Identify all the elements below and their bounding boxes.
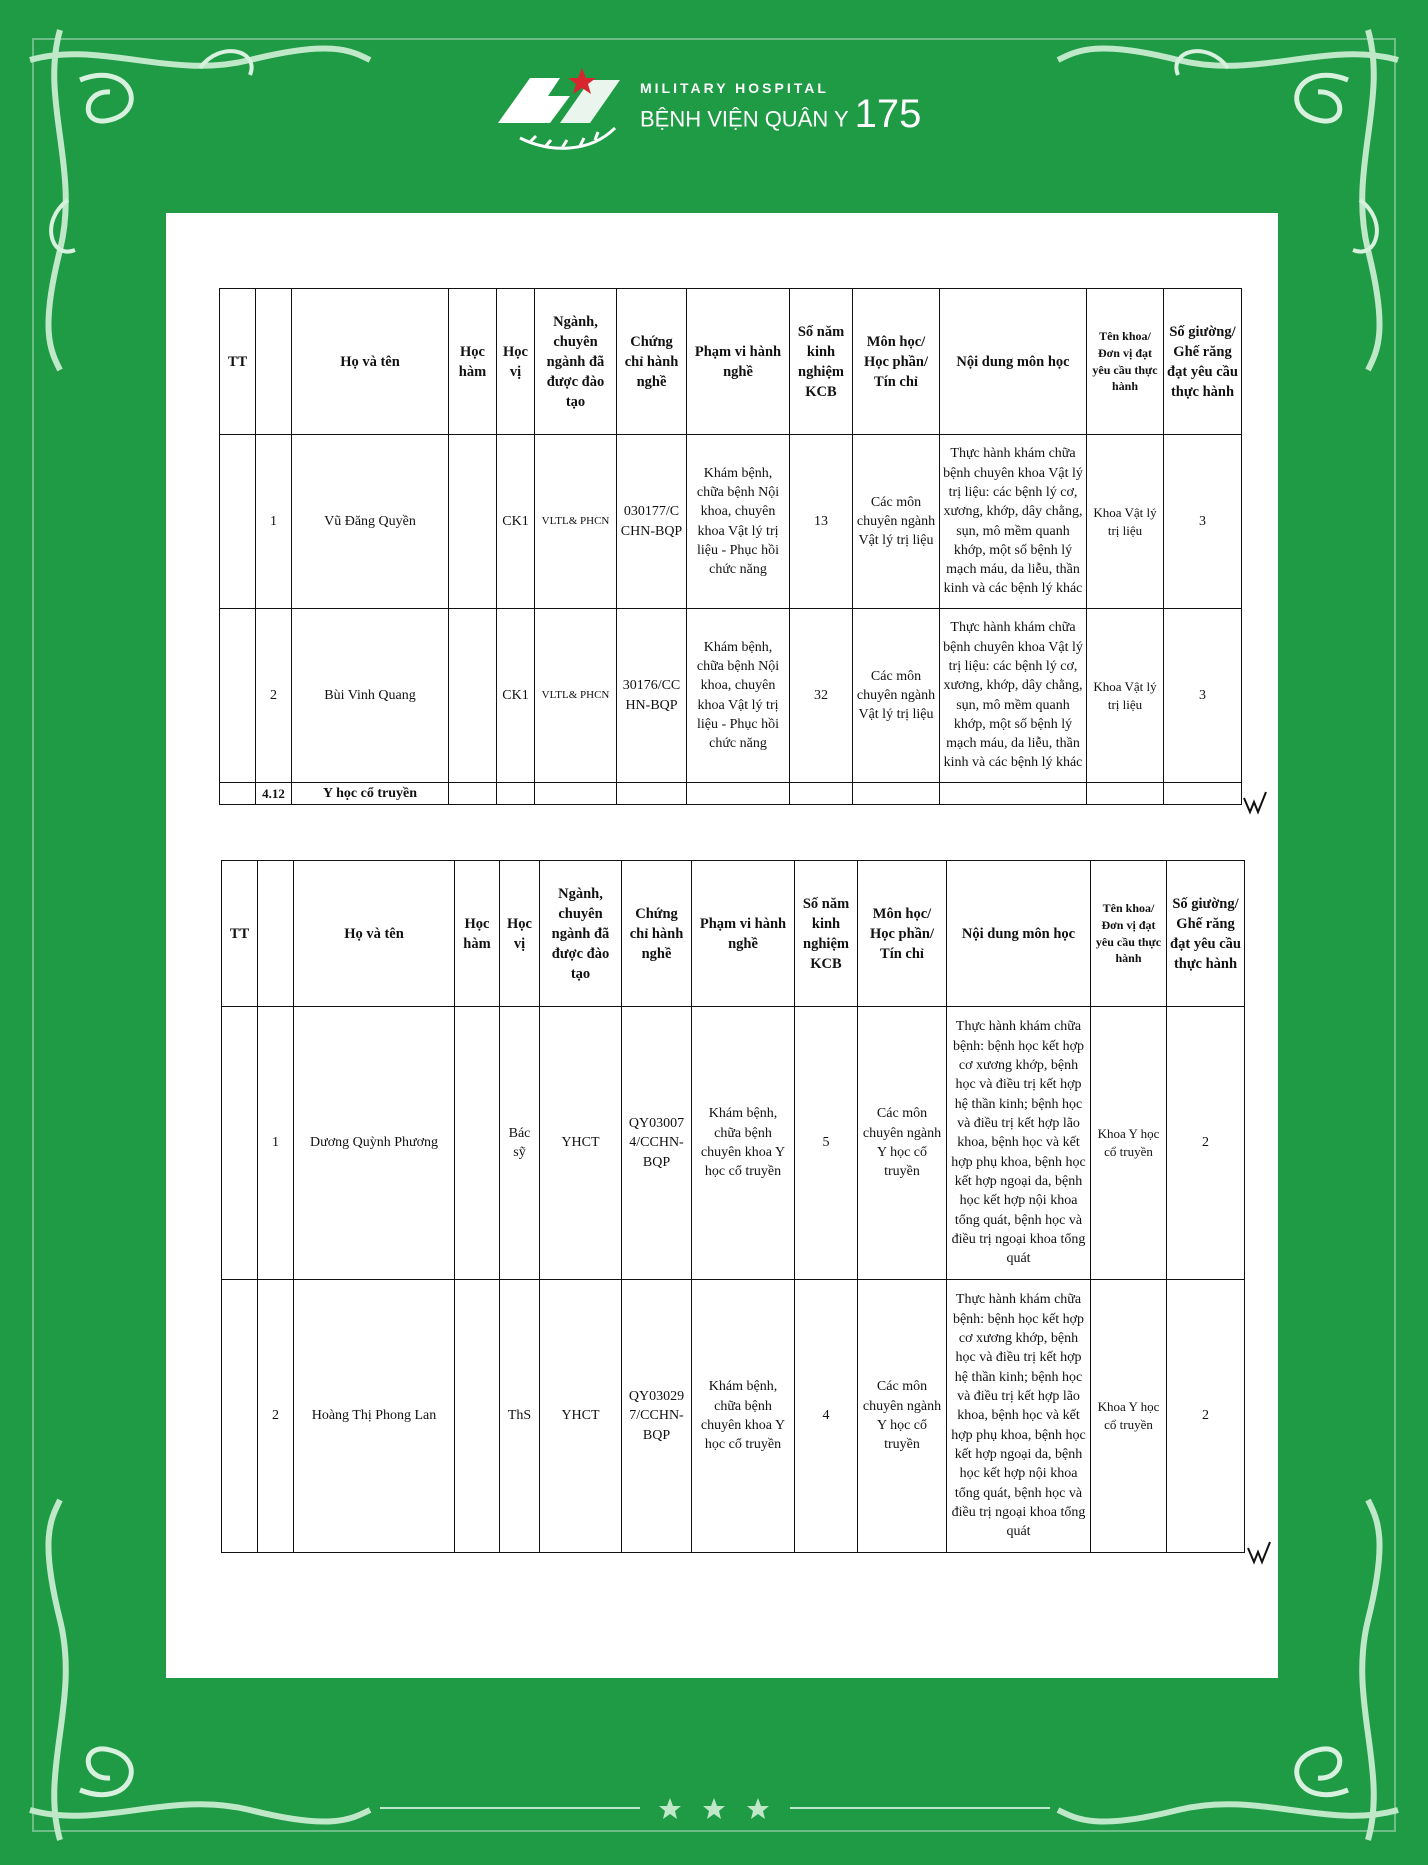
cell-hoc-vi: ThS	[500, 1280, 540, 1553]
cell-blank	[497, 783, 535, 805]
cell-hoc-ham	[455, 1007, 500, 1280]
header-pham-vi: Phạm vi hành nghề	[687, 289, 790, 435]
header-ten-khoa: Tên khoa/ Đơn vị đạt yêu cầu thực hành	[1091, 861, 1167, 1007]
cell-hoc-ham	[455, 1280, 500, 1553]
cell-blank	[687, 783, 790, 805]
cell-ten-khoa: Khoa Vật lý trị liệu	[1087, 609, 1164, 783]
cell-name: Bùi Vinh Quang	[292, 609, 449, 783]
table-header-row	[220, 289, 1242, 435]
cell-tt: 1	[258, 1007, 294, 1280]
cell-pham-vi: Khám bệnh, chữa bệnh Nội khoa, chuyên khoa Vật lý trị liệu - Phục hồi chức năng	[687, 435, 790, 609]
header-nganh: Ngành, chuyên ngành đã được đào tạo	[540, 861, 622, 1007]
header-ten-khoa: Tên khoa/ Đơn vị đạt yêu cầu thực hành	[1087, 289, 1164, 435]
header-pham-vi: Phạm vi hành nghề	[692, 861, 795, 1007]
hospital-header	[490, 68, 970, 158]
header-blank	[258, 861, 294, 1007]
header-tt: TT	[220, 289, 256, 435]
cell-noi-dung: Thực hành khám chữa bệnh: bệnh học kết hợp cơ xương khớp, bệnh học và điều trị kết hợp hệ thần kinh; bệnh học và điều trị kết hợp lão khoa, bệnh học và kết hợp phụ khoa, bệnh học kết hợp ngoại da, bệnh học kết hợp nội khoa tổng quát, bệnh học và điều trị ngoại khoa tổng quát	[947, 1280, 1091, 1553]
header-mon-hoc: Môn học/ Học phần/ Tín chỉ	[853, 289, 940, 435]
cell-noi-dung: Thực hành khám chữa bệnh chuyên khoa Vật lý trị liệu: các bệnh lý cơ, xương, khớp, dây chằng, sụn, mô mềm quanh khớp, một số bệnh lý mạch máu, da liễu, thần kinh và các bệnh lý khác	[940, 609, 1087, 783]
cell-pham-vi: Khám bệnh, chữa bệnh Nội khoa, chuyên khoa Vật lý trị liệu - Phục hồi chức năng	[687, 609, 790, 783]
cell-so-nam: 5	[795, 1007, 858, 1280]
header-noi-dung: Nội dung môn học	[947, 861, 1091, 1007]
hospital-logo-icon	[490, 68, 630, 158]
cell-chung-chi: 030177/CCHN-BQP	[617, 435, 687, 609]
cell-blank	[853, 783, 940, 805]
initials-mark-icon	[1240, 788, 1270, 816]
header-hoc-ham: Học hàm	[449, 289, 497, 435]
header-chung-chi: Chứng chỉ hành nghề	[622, 861, 692, 1007]
cell-ten-khoa: Khoa Y học cổ truyền	[1091, 1280, 1167, 1553]
cell-ten-khoa: Khoa Vật lý trị liệu	[1087, 435, 1164, 609]
section-number: 4.12	[256, 783, 292, 805]
cell-name: Dương Quỳnh Phương	[294, 1007, 455, 1280]
brand-name: BỆNH VIỆN QUÂN Y	[640, 106, 849, 132]
cell-nganh: VLTL& PHCN	[535, 435, 617, 609]
cell-so-nam: 4	[795, 1280, 858, 1553]
cell-hoc-ham	[449, 609, 497, 783]
cell-blank	[222, 1280, 258, 1553]
cell-blank	[220, 609, 256, 783]
cell-so-giuong: 2	[1167, 1280, 1245, 1553]
header-name: Họ và tên	[294, 861, 455, 1007]
staff-table-2	[221, 860, 1245, 1553]
bottom-divider-icon	[0, 1780, 1428, 1865]
cell-blank	[790, 783, 853, 805]
initials-mark-icon	[1244, 1538, 1274, 1566]
table-row	[220, 609, 1242, 783]
header-so-nam: Số năm kinh nghiệm KCB	[795, 861, 858, 1007]
cell-blank	[940, 783, 1087, 805]
header-noi-dung: Nội dung môn học	[940, 289, 1087, 435]
table-row	[220, 435, 1242, 609]
cell-tt: 2	[256, 609, 292, 783]
cell-nganh: VLTL& PHCN	[535, 609, 617, 783]
cell-blank	[449, 783, 497, 805]
cell-ten-khoa: Khoa Y học cổ truyền	[1091, 1007, 1167, 1280]
header-chung-chi: Chứng chỉ hành nghề	[617, 289, 687, 435]
cell-so-giuong: 2	[1167, 1007, 1245, 1280]
cell-chung-chi: QY030074/CCHN-BQP	[622, 1007, 692, 1280]
header-nganh: Ngành, chuyên ngành đã được đào tạo	[535, 289, 617, 435]
cell-chung-chi: QY030297/CCHN-BQP	[622, 1280, 692, 1553]
staff-table-1	[219, 288, 1242, 805]
cell-name: Vũ Đăng Quyền	[292, 435, 449, 609]
header-so-nam: Số năm kinh nghiệm KCB	[790, 289, 853, 435]
cell-hoc-ham	[449, 435, 497, 609]
header-tt: TT	[222, 861, 258, 1007]
cell-blank	[535, 783, 617, 805]
cell-so-giuong: 3	[1164, 435, 1242, 609]
cell-mon-hoc: Các môn chuyên ngành Vật lý trị liệu	[853, 609, 940, 783]
brand-subtitle: MILITARY HOSPITAL	[640, 80, 829, 96]
cell-blank	[222, 1007, 258, 1280]
cell-mon-hoc: Các môn chuyên ngành Y học cổ truyền	[858, 1280, 947, 1553]
cell-blank	[220, 783, 256, 805]
cell-pham-vi: Khám bệnh, chữa bệnh chuyên khoa Y học cổ truyền	[692, 1007, 795, 1280]
header-name: Họ và tên	[292, 289, 449, 435]
table-row	[222, 1007, 1245, 1280]
header-hoc-ham: Học hàm	[455, 861, 500, 1007]
cell-blank	[220, 435, 256, 609]
cell-blank	[1164, 783, 1242, 805]
brand-title	[640, 92, 922, 143]
cell-mon-hoc: Các môn chuyên ngành Y học cổ truyền	[858, 1007, 947, 1280]
document-sheet	[166, 213, 1278, 1678]
cell-pham-vi: Khám bệnh, chữa bệnh chuyên khoa Y học cổ truyền	[692, 1280, 795, 1553]
cell-nganh: YHCT	[540, 1280, 622, 1553]
header-hoc-vi: Học vị	[497, 289, 535, 435]
cell-hoc-vi: CK1	[497, 435, 535, 609]
cell-noi-dung: Thực hành khám chữa bệnh: bệnh học kết hợp cơ xương khớp, bệnh học và điều trị kết hợp hệ thần kinh; bệnh học và điều trị kết hợp lão khoa, bệnh học và kết hợp phụ khoa, bệnh học kết hợp ngoại da, bệnh học kết hợp nội khoa tổng quát, bệnh học và điều trị ngoại khoa tổng quát	[947, 1007, 1091, 1280]
cell-mon-hoc: Các môn chuyên ngành Vật lý trị liệu	[853, 435, 940, 609]
cell-blank	[1087, 783, 1164, 805]
section-title: Y học cổ truyền	[292, 783, 449, 805]
header-so-giuong: Số giường/ Ghế răng đạt yêu cầu thực hành	[1164, 289, 1242, 435]
section-row	[220, 783, 1242, 805]
cell-hoc-vi: CK1	[497, 609, 535, 783]
header-hoc-vi: Học vị	[500, 861, 540, 1007]
brand-number: 175	[854, 92, 922, 136]
cell-chung-chi: 30176/CCHN-BQP	[617, 609, 687, 783]
cell-so-nam: 32	[790, 609, 853, 783]
cell-tt: 2	[258, 1280, 294, 1553]
cell-blank	[617, 783, 687, 805]
cell-hoc-vi: Bác sỹ	[500, 1007, 540, 1280]
table-row	[222, 1280, 1245, 1553]
header-so-giuong: Số giường/ Ghế răng đạt yêu cầu thực hành	[1167, 861, 1245, 1007]
cell-noi-dung: Thực hành khám chữa bệnh chuyên khoa Vật lý trị liệu: các bệnh lý cơ, xương, khớp, dây chằng, sụn, mô mềm quanh khớp, một số bệnh lý mạch máu, da liễu, thần kinh và các bệnh lý khác	[940, 435, 1087, 609]
cell-tt: 1	[256, 435, 292, 609]
table-header-row	[222, 861, 1245, 1007]
cell-nganh: YHCT	[540, 1007, 622, 1280]
header-mon-hoc: Môn học/ Học phần/ Tín chỉ	[858, 861, 947, 1007]
cell-so-giuong: 3	[1164, 609, 1242, 783]
header-blank	[256, 289, 292, 435]
cell-so-nam: 13	[790, 435, 853, 609]
cell-name: Hoàng Thị Phong Lan	[294, 1280, 455, 1553]
